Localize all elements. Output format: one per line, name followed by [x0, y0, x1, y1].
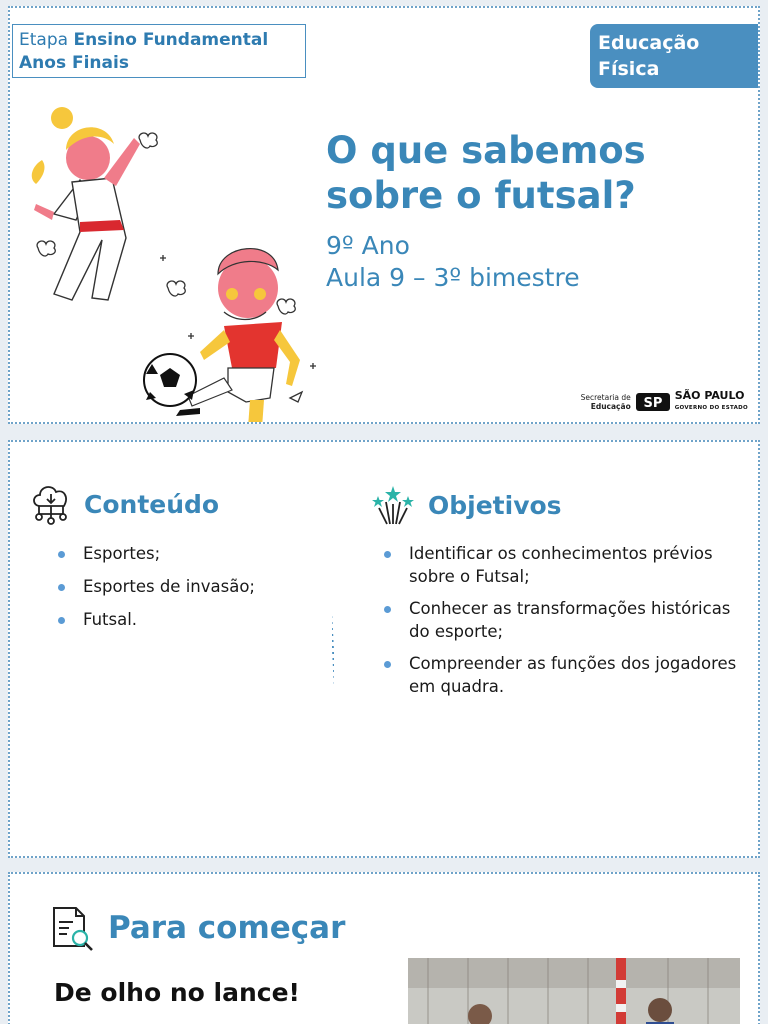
conteudo-header	[30, 482, 219, 526]
lesson-info	[326, 230, 580, 294]
list-item: Conhecer as transformações históricas do esporte;	[384, 597, 744, 643]
subject-line1: Educação	[598, 32, 700, 54]
comecar-title: Para começar	[108, 910, 346, 946]
sp-mark-icon	[636, 393, 670, 411]
objetivos-list	[384, 542, 744, 707]
secretaria-line1: Secretaria de	[580, 393, 631, 402]
lesson-title	[326, 128, 646, 218]
secretaria-text	[581, 393, 631, 411]
stage-name: Ensino Fundamental	[73, 30, 269, 50]
content-slide	[8, 440, 760, 858]
start-subtitle: De olho no lance!	[54, 978, 300, 1007]
title-line1: O que sabemos	[326, 129, 646, 172]
state-sub-label: GOVERNO DO ESTADO	[674, 405, 748, 411]
conteudo-title: Conteúdo	[84, 489, 220, 519]
cloud-network-icon	[30, 482, 72, 526]
athletes-illustration	[10, 98, 330, 424]
list-item: Esportes;	[58, 542, 255, 565]
stage-name-2: Anos Finais	[19, 53, 129, 73]
title-line2: sobre o futsal?	[326, 174, 636, 217]
objetivos-title: Objetivos	[428, 490, 562, 520]
list-item: Esportes de invasão;	[58, 575, 255, 598]
conteudo-list	[58, 542, 255, 641]
list-item: Identificar os conhecimentos prévios sobre o Futsal;	[384, 542, 744, 588]
subject-tab	[590, 24, 760, 88]
document-search-icon	[48, 904, 96, 952]
cover-slide	[8, 6, 760, 424]
secretaria-line2: Educação	[590, 402, 631, 411]
subject-line2: Física	[598, 58, 660, 80]
objetivos-header	[370, 482, 562, 528]
state-name	[675, 390, 748, 414]
start-slide	[8, 872, 760, 1024]
svg-text:SP: SP	[643, 396, 663, 411]
grade-label: 9º Ano	[326, 231, 410, 260]
column-divider	[332, 460, 334, 840]
list-item: Compreender as funções dos jogadores em quadra.	[384, 652, 744, 698]
list-item: Futsal.	[58, 608, 255, 631]
stage-box	[12, 24, 306, 78]
fireworks-icon	[370, 482, 416, 528]
comecar-header	[48, 904, 345, 952]
state-label: SÃO PAULO	[674, 389, 745, 402]
government-logo	[581, 390, 748, 414]
futsal-photo	[408, 958, 740, 1024]
lesson-label: Aula 9 – 3º bimestre	[326, 263, 580, 292]
stage-label: Etapa	[19, 30, 69, 50]
